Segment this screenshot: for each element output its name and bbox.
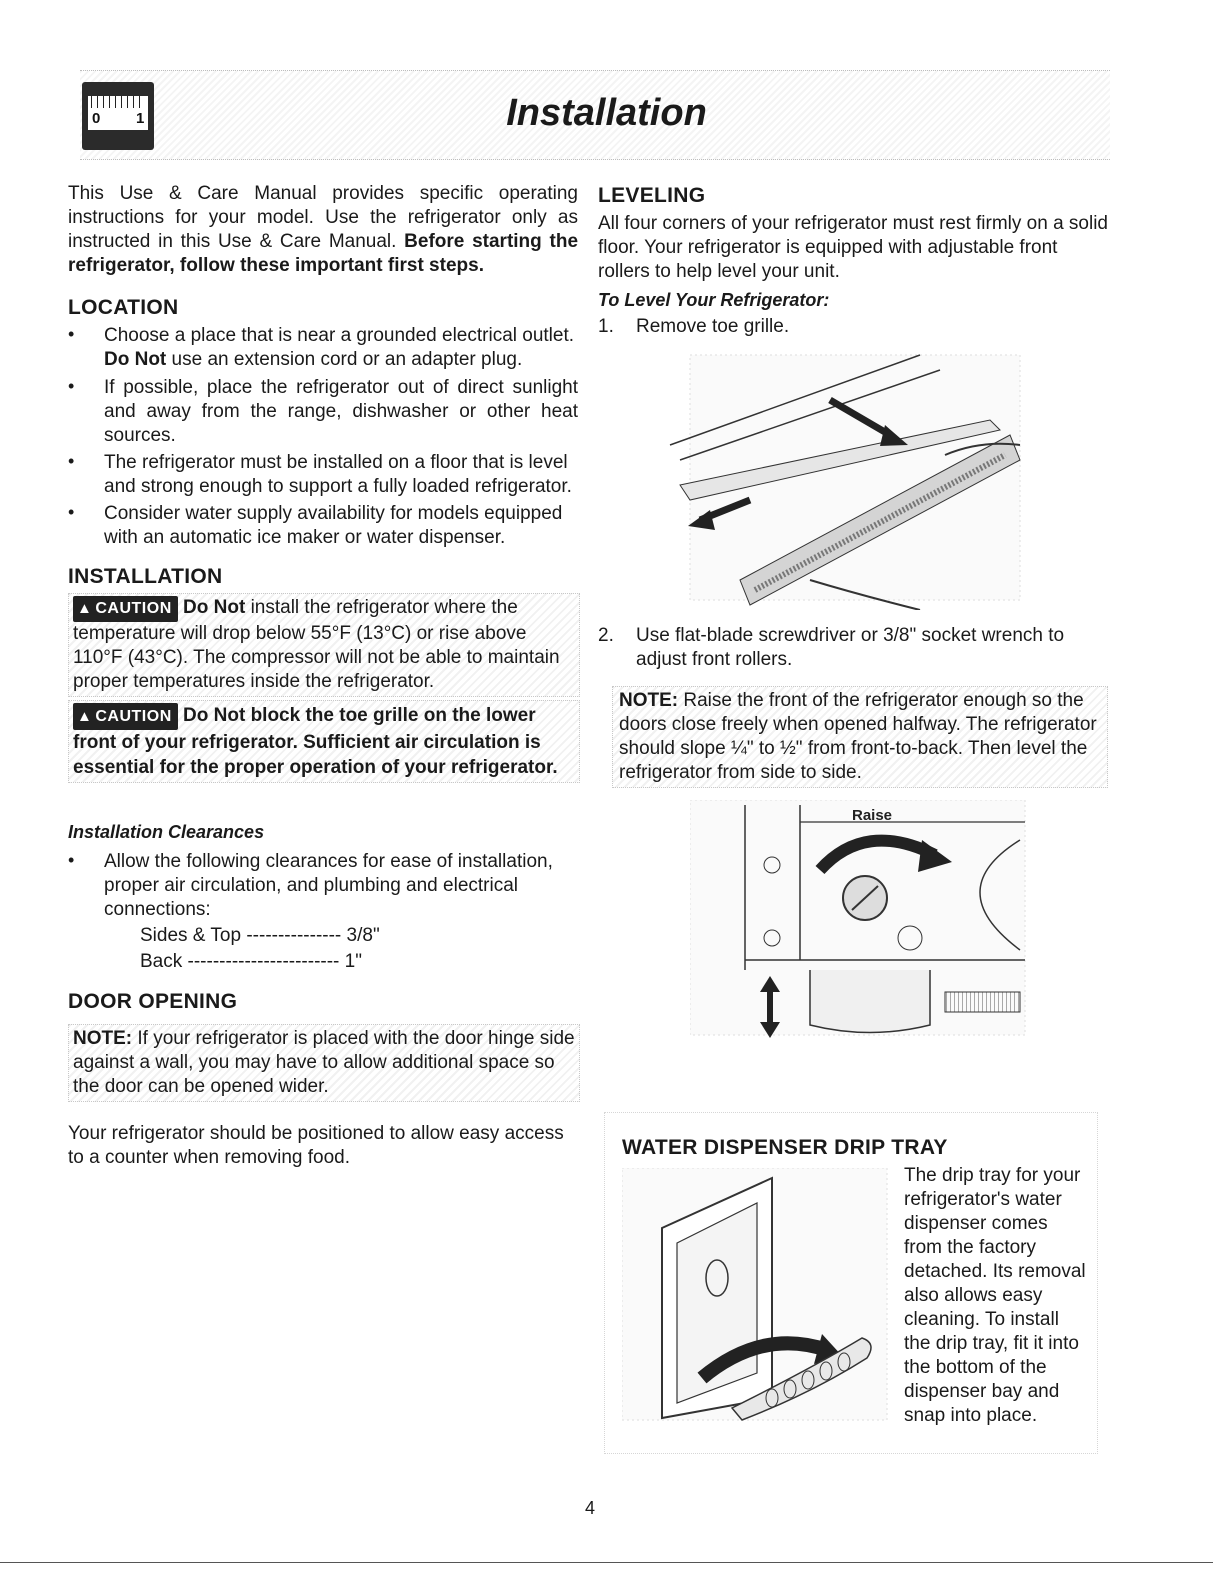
intro-text: This Use & Care Manual provides specific operating instructions for your model. Use the refrigerator only as instructed in this Use & Care Manual.	[68, 183, 578, 252]
drip-tray-heading: WATER DISPENSER DRIP TRAY	[622, 1136, 948, 1159]
bullet-dot: •	[68, 850, 75, 870]
caution-1-bold: Do Not	[183, 597, 246, 618]
note-label: NOTE:	[619, 690, 679, 711]
location-bullet-3: The refrigerator must be installed on a floor that is level and strong enough to support a fully loaded refrigerator.	[104, 452, 572, 497]
ruler-label-0: 0	[92, 110, 101, 127]
intro-paragraph	[68, 182, 578, 278]
step-1-number: 1.	[598, 316, 614, 337]
caution-box-1	[68, 593, 580, 697]
leveling-text: All four corners of your refrigerator must rest firmly on a solid floor. Your refrigerator is equipped with adjustable front rollers to help level your unit.	[598, 213, 1109, 282]
toe-grille-illustration	[660, 350, 1030, 610]
ruler-label-1: 1	[136, 110, 145, 127]
door-opening-text: Your refrigerator should be positioned to allow easy access to a counter when removing food.	[68, 1123, 564, 1168]
location-bullet-1-text: Choose a place that is near a grounded electrical outlet.	[104, 325, 575, 346]
bullet-dot: •	[68, 502, 75, 522]
caution-1-text: install the refrigerator where the temperature will drop below 55°F (13°C) or rise above 110°F (43°C). The compressor will not be able to maintain proper temperatures inside the refrigerator.	[73, 597, 560, 692]
page-number: 4	[584, 1498, 595, 1518]
location-bullet-1	[104, 324, 578, 372]
clearances-heading: Installation Clearances	[68, 822, 265, 842]
drip-tray-illustration	[622, 1168, 892, 1426]
leveling-subheading: To Level Your Refrigerator:	[598, 290, 830, 310]
page-title: Installation	[506, 92, 707, 134]
warning-triangle-icon: ▲	[77, 708, 93, 725]
clearances-bullet: Allow the following clearances for ease of installation, proper air circulation, and plumbing and electrical connections:	[104, 851, 553, 920]
installation-heading: INSTALLATION	[68, 565, 223, 588]
drip-tray-text: The drip tray for your refrigerator's water dispenser comes from the factory detached. Its removal also allows easy cleaning. To install the drip tray, fit it into the bottom of the dispenser bay and snap into place.	[904, 1165, 1086, 1426]
location-bullet-4: Consider water supply availability for models equipped with an automatic ice maker or water dispenser.	[104, 503, 563, 548]
door-opening-note	[68, 1024, 580, 1102]
leveling-heading: LEVELING	[598, 184, 706, 207]
caution-2-text: Do Not block the toe grille on the lower front of your refrigerator. Sufficient air circulation is essential for the proper operation of your refrigerator.	[73, 705, 558, 778]
step-2-text: Use flat-blade screwdriver or 3/8" socket wrench to adjust front rollers.	[636, 625, 1065, 670]
roller-adjust-illustration	[690, 800, 1030, 1040]
note-label: NOTE:	[73, 1028, 133, 1049]
caution-box-2	[68, 700, 580, 783]
bullet-dot: •	[68, 451, 75, 471]
note-text: Raise the front of the refrigerator enough so the doors close freely when opened halfway. The refrigerator should slope ¼" to ½" from front-to-back. Then level the refrigerator from side to side.	[619, 690, 1097, 783]
leveling-note	[612, 686, 1108, 788]
clearance-row-back: Back ------------------------ 1"	[140, 951, 362, 972]
raise-label: Raise	[852, 807, 893, 824]
caution-badge: ▲ CAUTION	[73, 703, 178, 730]
caution-badge: ▲ CAUTION	[73, 596, 178, 622]
bullet-dot: •	[68, 376, 75, 396]
bullet-dot: •	[68, 324, 75, 344]
clearance-row-sides: Sides & Top --------------- 3/8"	[140, 925, 380, 946]
step-1-text: Remove toe grille.	[636, 316, 790, 337]
location-bullet-1-bold: Do Not	[104, 349, 167, 370]
step-2-number: 2.	[598, 625, 614, 646]
location-heading: LOCATION	[68, 296, 179, 319]
note-text: If your refrigerator is placed with the door hinge side against a wall, you may have to allow additional space so the door can be opened wider.	[73, 1028, 575, 1097]
bottom-rule	[0, 1562, 1213, 1563]
intro-bold-text: Before starting the refrigerator, follow these important first steps.	[68, 231, 579, 276]
location-bullet-1-rest: use an extension cord or an adapter plug.	[171, 349, 523, 370]
location-bullet-2: If possible, place the refrigerator out of direct sunlight and away from the range, dishwasher or other heat sources.	[104, 377, 578, 446]
door-opening-heading: DOOR OPENING	[68, 990, 238, 1013]
warning-triangle-icon: ▲	[77, 600, 93, 617]
